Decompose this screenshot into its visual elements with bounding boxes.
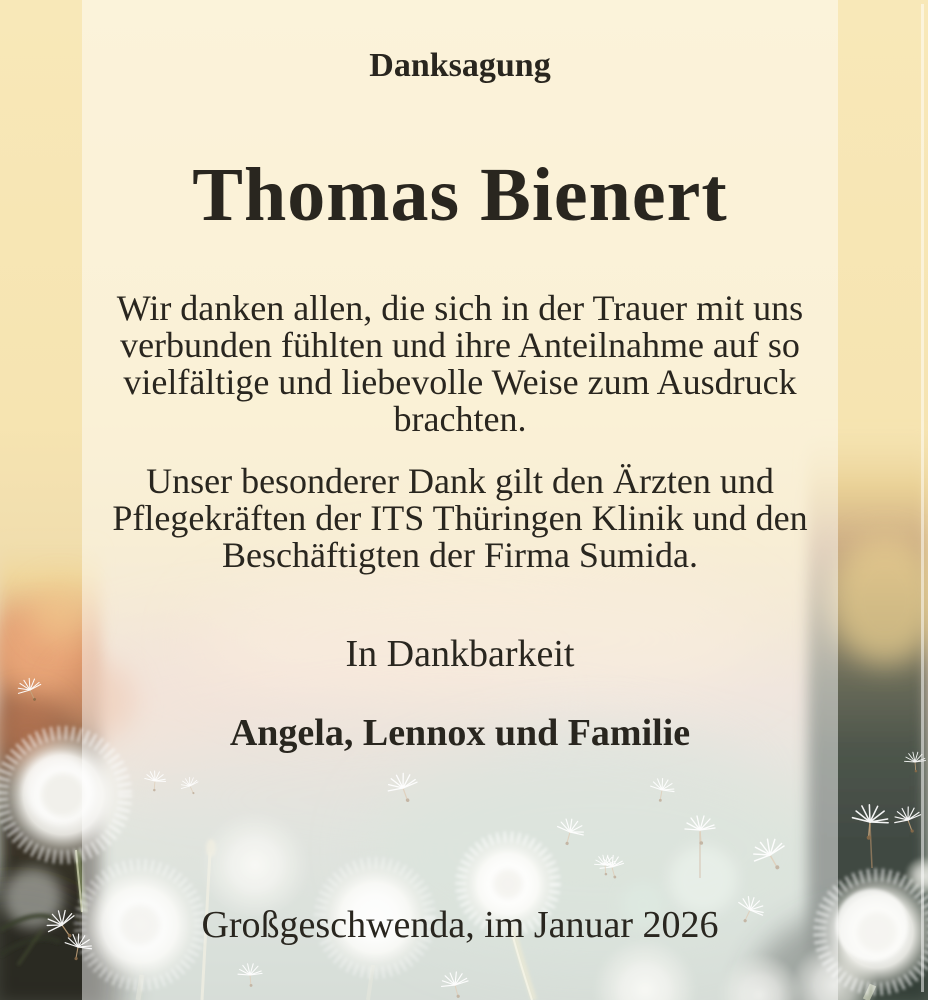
closing-phrase: In Dankbarkeit [345, 633, 575, 675]
special-thanks-paragraph [82, 463, 838, 574]
deceased-name: Thomas Bienert [192, 153, 728, 237]
paragraph-line: Pflegekräften der ITS Thüringen Klinik und den [112, 498, 808, 538]
paragraph-line: brachten. [393, 399, 527, 439]
family-signature: Angela, Lennox und Familie [229, 712, 691, 754]
thanks-paragraph [82, 290, 838, 438]
notice-type-heading: Danksagung [369, 47, 551, 84]
paragraph-line: Beschäftigten der Firma Sumida. [222, 535, 698, 575]
paragraph-line: verbunden fühlten und ihre Anteilnahme auf so [120, 325, 800, 365]
paragraph-line: Wir danken allen, die sich in der Trauer mit uns [116, 288, 804, 328]
paragraph-line: Unser besonderer Dank gilt den Ärzten und [146, 461, 774, 501]
place-and-date: Großgeschwenda, im Januar 2026 [201, 904, 719, 946]
paragraph-line: vielfältige und liebevolle Weise zum Ausdruck [123, 362, 797, 402]
